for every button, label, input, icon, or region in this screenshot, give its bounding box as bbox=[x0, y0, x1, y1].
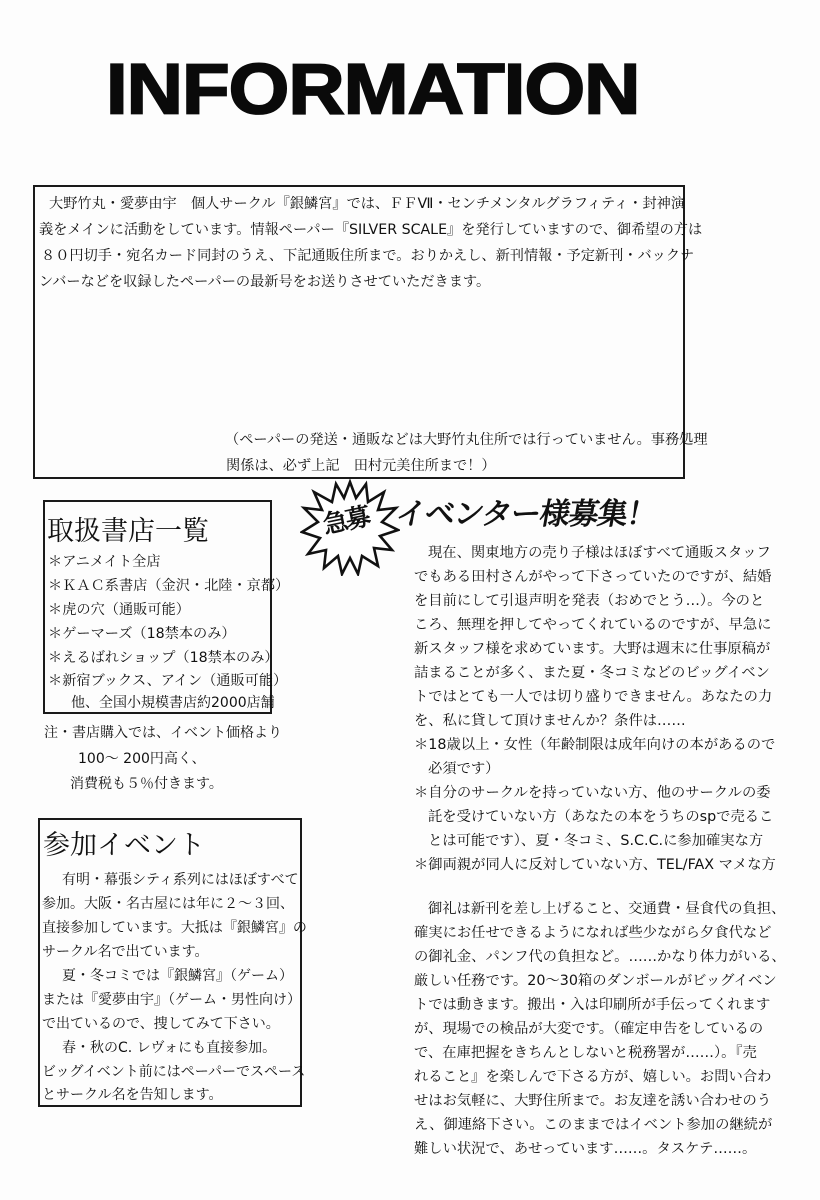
events-line: とサークル名を告知します。 bbox=[42, 1087, 223, 1103]
recruit-line: トでは動きます。搬出・入は印刷所が手伝ってくれます bbox=[414, 997, 771, 1013]
recruit-line: 難しい状況で、あせっています……。タスケテ……。 bbox=[414, 1141, 757, 1157]
recruit-line: 詰まることが多く、また夏・冬コミなどのビッグイベン bbox=[414, 665, 770, 681]
recruit-line: え、御連絡下さい。このままではイベント参加の継続が bbox=[414, 1117, 773, 1133]
intro-line: ８０円切手・宛名カード同封のうえ、下記通販住所まで。おりかえし、新刊情報・予定新刊・バックナ bbox=[41, 248, 695, 264]
recruit-line: で、在庫把握をきちんとしないと税務署が……）。『売 bbox=[414, 1045, 757, 1061]
page-title: INFORMATION bbox=[106, 48, 640, 129]
recruit-line: 現在、関東地方の売り子様はほぼすべて通販スタッフ bbox=[428, 545, 771, 561]
recruit-line: ＊自分のサークルを持っていない方、他のサークルの委 bbox=[414, 785, 771, 801]
recruit-line: を、私に貸して頂けませんか？条件は…… bbox=[414, 713, 686, 729]
recruit-line: を目前にして引退声明を発表（おめでとう…）。今のと bbox=[414, 593, 765, 609]
shops-box bbox=[43, 500, 290, 714]
events-line: 有明・幕張シティ系列にはほぼすべて bbox=[62, 872, 299, 888]
shop-item: ＊ゲーマーズ（18禁本のみ） bbox=[48, 626, 236, 642]
recruit-line: せはお気軽に、大野住所まで。お友達を誘い合わせのう bbox=[414, 1093, 772, 1109]
events-line: 参加。大阪・名古屋には年に２～３回、 bbox=[42, 896, 294, 912]
recruit-line: が、現場での検品が大変です。（確定申告をしているの bbox=[414, 1021, 764, 1037]
events-line: または『愛夢由宇』（ゲーム・男性向け） bbox=[42, 992, 301, 1008]
recruit-line: でもある田村さんがやって下さっていたのですが、結婚 bbox=[414, 569, 772, 585]
recruit-line: ＊18歳以上・女性（年齢制限は成年向けの本があるので bbox=[414, 737, 776, 753]
shop-item: ＊えるばれショップ（18禁本のみ） bbox=[48, 650, 279, 666]
shops-note-line: 消費税も５％付きます。 bbox=[70, 776, 223, 792]
events-line: 直接参加しています。大抵は『銀鱗宮』の bbox=[42, 920, 307, 936]
recruit-line: ＊御両親が同人に反対していない方、TEL/FAX マメな方 bbox=[414, 857, 776, 873]
events-line: 夏・冬コミでは『銀鱗宮』（ゲーム） bbox=[62, 968, 293, 984]
intro-line: 義をメインに活動をしています。情報ペーパー『SILVER SCALE』を発行していますので、御希望の方は bbox=[39, 222, 703, 238]
recruit-line: ころ、無理を押してやってくれているのですが、早急に bbox=[414, 617, 772, 633]
events-line: 春・秋のC. レヴォにも直接参加。 bbox=[62, 1040, 277, 1056]
recruit-line: 確実にお任せできるようになれば些少ながら夕食代など bbox=[414, 925, 772, 941]
events-line: で出ているので、捜してみて下さい。 bbox=[42, 1016, 280, 1032]
intro-note-line: （ペーパーの発送・通販などは大野竹丸住所では行っていません。事務処理 bbox=[225, 432, 708, 448]
recruit-line: とは可能です）、夏・冬コミ、S.C.C.に参加確実な方 bbox=[428, 833, 764, 849]
recruit-line: 厳しい任務です。20～30箱のダンボールがビッグイベン bbox=[414, 973, 777, 989]
recruit-line: 必須です） bbox=[428, 761, 500, 777]
shop-item: ＊虎の穴（通販可能） bbox=[48, 602, 190, 618]
recruit-line: トではとても一人では切り盛りできません。あなたの力 bbox=[414, 689, 773, 705]
recruit-line: の御礼金、パンフ代の負担など。……かなり体力がいる、 bbox=[414, 949, 786, 965]
intro-box bbox=[33, 185, 708, 479]
shops-note-line: 100～ 200円高く、 bbox=[78, 751, 206, 767]
events-heading: 参加イベント bbox=[43, 830, 205, 861]
intro-line: 大野竹丸・愛夢由宇 個人サークル『銀鱗宮』では、ＦＦⅦ・センチメンタルグラフィティ・封神演 bbox=[49, 196, 686, 212]
events-box bbox=[38, 818, 307, 1107]
recruit-line: 託を受けていない方（あなたの本をうちのspで売るこ bbox=[428, 809, 774, 825]
recruit-line: 新スタッフ様を求めています。大野は週末に仕事原稿が bbox=[414, 641, 771, 657]
urgent-label: 急募 bbox=[320, 501, 372, 540]
shop-item: ＊ＫＡＣ系書店（金沢・北陸・京都） bbox=[48, 578, 290, 594]
recruit-title: イベンター様募集！ bbox=[393, 497, 659, 532]
shops-heading: 取扱書店一覧 bbox=[47, 516, 209, 547]
shop-item: ＊新宿ブックス、アイン（通販可能） bbox=[48, 673, 288, 689]
recruit-line: 御礼は新刊を差し上げること、交通費・昼食代の負担、 bbox=[428, 901, 786, 917]
events-line: ビッグイベント前にはペーパーでスペース bbox=[42, 1064, 306, 1080]
events-line: サークル名で出ています。 bbox=[42, 944, 209, 960]
intro-note-line: 関係は、必ず上記 田村元美住所まで！） bbox=[226, 458, 496, 474]
shop-item: ＊アニメイト全店 bbox=[48, 554, 161, 570]
intro-line: ンバーなどを収録したペーパーの最新号をお送りさせていただきます。 bbox=[39, 274, 491, 290]
shops-note-line: 注・書店購入では、イベント価格より bbox=[44, 725, 282, 741]
recruit-line: れること』を楽しんで下さる方が、嬉しい。お問い合わ bbox=[414, 1069, 772, 1085]
shop-other: 他、全国小規模書店約2000店舗 bbox=[71, 695, 275, 711]
